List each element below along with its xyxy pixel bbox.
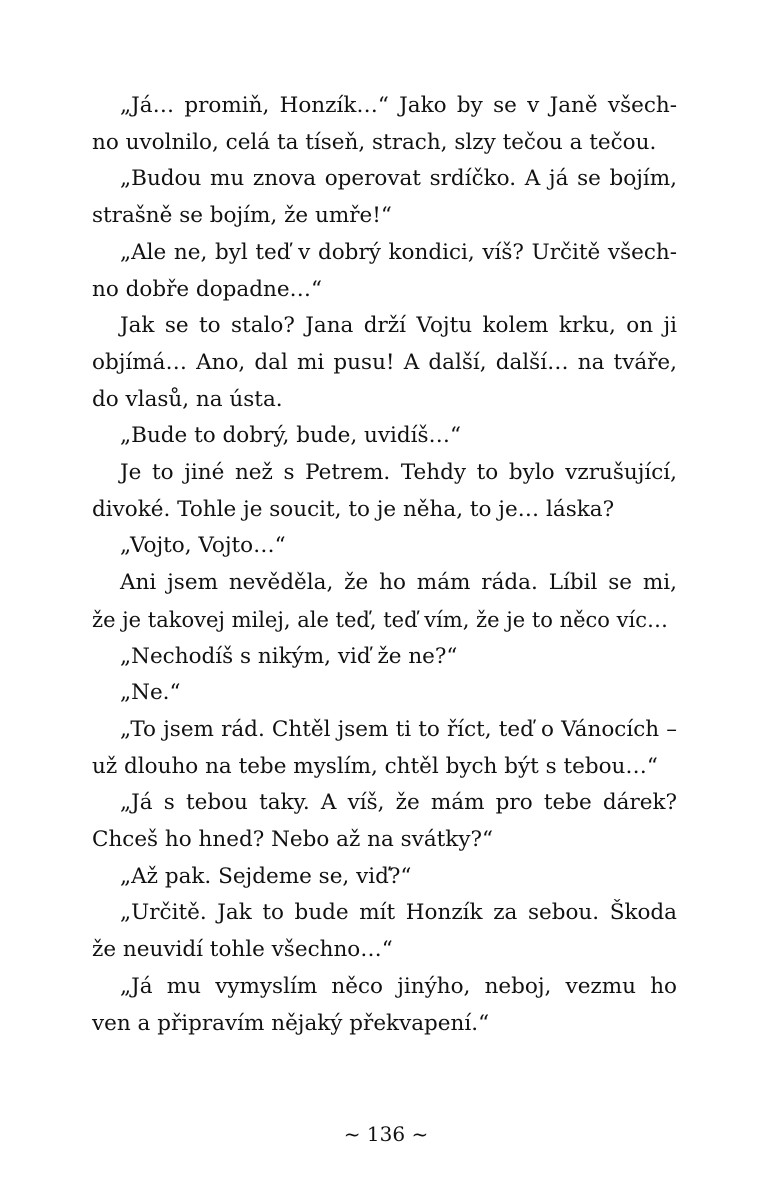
paragraph (92, 308, 677, 418)
text-line: „Já… promiň, Honzík…“ Jako by se v Janě všech- (120, 93, 677, 118)
text-line: Jak se to stalo? Jana drží Vojtu kolem krku, on ji (120, 313, 677, 339)
page-body-text (92, 88, 677, 1042)
text-line: „Ne.“ (120, 680, 181, 706)
text-line: Ani jsem nevěděla, že ho mám ráda. Líbil se mi, (120, 570, 677, 596)
paragraph (92, 455, 677, 528)
paragraph (92, 565, 677, 638)
paragraph (92, 418, 677, 455)
paragraph (92, 88, 677, 161)
text-line: Je to jiné než s Petrem. Tehdy to bylo vzrušující, (120, 460, 677, 486)
text-line: „To jsem rád. Chtěl jsem ti to říct, teď o Vánocích – (120, 716, 677, 742)
text-line: „Budou mu znova operovat srdíčko. A já se bojím, (120, 166, 677, 192)
text-line: „Já s tebou taky. A víš, že mám pro tebe dárek? (120, 790, 677, 816)
text-line: objímá… Ano, dal mi pusu! A další, další… na tváře, (92, 349, 677, 375)
text-line: „Ale ne, byl teď v dobrý kondici, víš? Určitě všech- (120, 239, 677, 265)
text-line: „Já mu vymyslím něco jinýho, neboj, vezmu ho (120, 973, 677, 999)
paragraph (92, 712, 677, 785)
text-line: divoké. Tohle je soucit, to je něha, to je… láska? (92, 496, 615, 522)
text-line: ven a připravím nějaký překvapení.“ (92, 1010, 490, 1036)
paragraph (92, 785, 677, 858)
text-line: no uvolnilo, celá ta tíseň, strach, slzy tečou a tečou. (92, 129, 657, 155)
paragraph (92, 675, 677, 712)
paragraph (92, 859, 677, 896)
paragraph (92, 528, 677, 565)
text-line: „Nechodíš s nikým, viď že ne?“ (120, 643, 458, 669)
paragraph (92, 235, 677, 308)
text-line: už dlouho na tebe myslím, chtěl bych být s tebou…“ (92, 753, 658, 779)
text-line: do vlasů, na ústa. (92, 386, 283, 412)
paragraph (92, 639, 677, 676)
text-line: „Bude to dobrý, bude, uvidíš…“ (120, 423, 462, 449)
paragraph (92, 895, 677, 968)
text-line: že neuvidí tohle všechno…“ (92, 937, 393, 963)
text-line: Chceš ho hned? Nebo až na svátky?“ (92, 827, 493, 853)
text-line: no dobře dopadne…“ (92, 276, 323, 302)
page-number: ~ 136 ~ (343, 1122, 429, 1146)
text-line: „Vojto, Vojto…“ (120, 533, 286, 559)
text-line: že je takovej milej, ale teď, teď vím, že je to něco víc… (92, 607, 668, 632)
text-line: „Až pak. Sejdeme se, viď?“ (120, 863, 412, 889)
text-line: „Určitě. Jak to bude mít Honzík za sebou. Škoda (120, 900, 677, 926)
paragraph (92, 161, 677, 234)
text-line: strašně se bojím, že umře!“ (92, 203, 392, 229)
paragraph (92, 969, 677, 1042)
